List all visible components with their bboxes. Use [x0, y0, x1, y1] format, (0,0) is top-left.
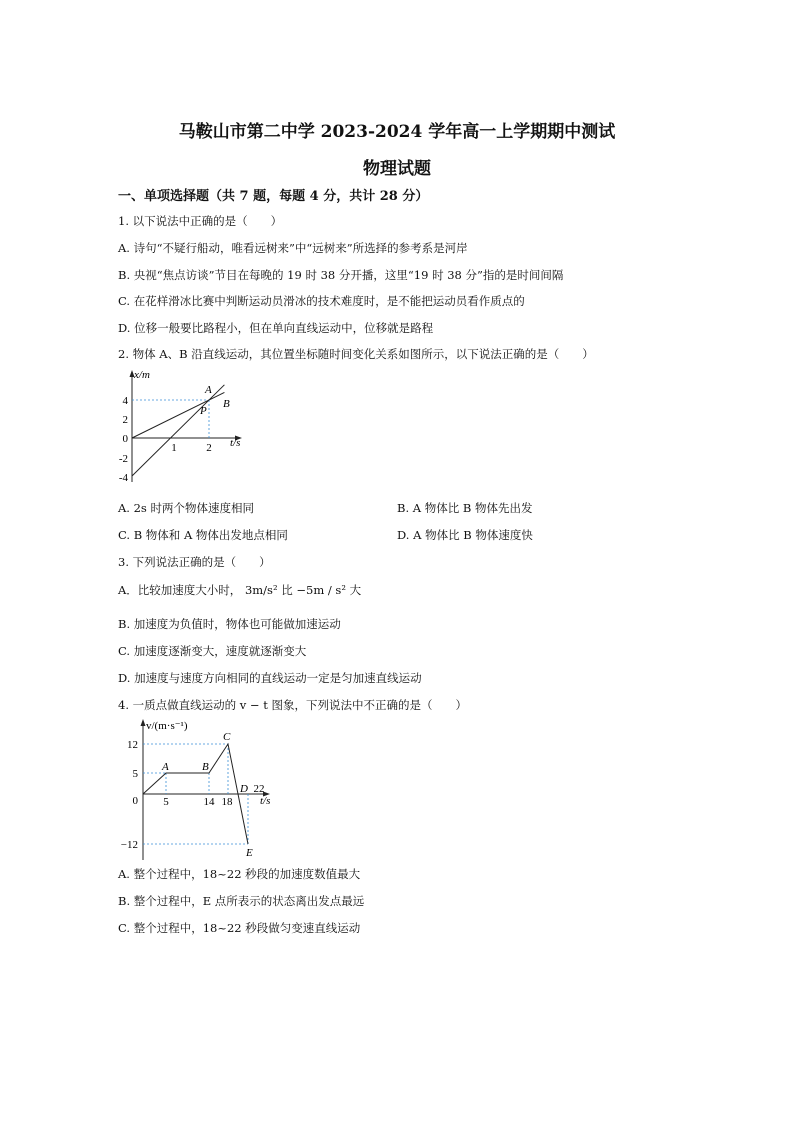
vt-x-label: t/s — [260, 795, 271, 807]
question-3-option-b: B. 加速度为负值时，物体也可能做加速运动 — [118, 617, 341, 631]
xt-y-tick-4: 4 — [122, 395, 128, 407]
xt-label-b: B — [223, 398, 230, 410]
question-4-option-a: A. 整个过程中，18~22 秒段的加速度数值最大 — [118, 867, 361, 881]
vt-x-tick-14: 14 — [203, 796, 215, 808]
question-4-option-b: B. 整个过程中，E 点所表示的状态离出发点最远 — [118, 894, 365, 908]
question-2-stem: 2. 物体 A、B 沿直线运动，其位置坐标随时间变化关系如图所示，以下说法正确的是（ ） — [118, 347, 594, 361]
vt-x-tick-18: 18 — [221, 796, 233, 808]
vt-label-e: E — [246, 847, 253, 859]
question-1-option-b: B. 央视“焦点访谈”节目在每晚的 19 时 38 分开播，这里“19 时 38 分”指的是时间间隔 — [118, 268, 564, 282]
vt-y-arrow — [141, 719, 146, 726]
xt-x-label: t/s — [230, 437, 241, 449]
vt-origin: 0 — [132, 795, 138, 807]
question-1-option-c: C. 在花样滑冰比赛中判断运动员滑冰的技术难度时，是不能把运动员看作质点的 — [118, 294, 525, 308]
vt-label-d: D — [240, 783, 248, 795]
question-4-stem: 4. 一质点做直线运动的 v − t 图象，下列说法中不正确的是（ ） — [118, 698, 468, 712]
question-2-option-a: A. 2s 时两个物体速度相同 — [118, 501, 254, 515]
xt-y-tick-0: 0 — [122, 433, 128, 445]
question-3-option-a: A．比较加速度大小时， 3m/s² 比 −5m / s² 大 — [118, 583, 362, 597]
xt-y-tick-neg4: -4 — [118, 472, 128, 484]
vt-x-tick-5: 5 — [163, 796, 169, 808]
question-1-option-d: D. 位移一般要比路程小，但在单向直线运动中，位移就是路程 — [118, 321, 434, 335]
question-4-option-c: C. 整个过程中，18~22 秒段做匀变速直线运动 — [118, 921, 361, 935]
xt-y-tick-2: 2 — [122, 414, 128, 426]
document-subtitle: 物理试题 — [363, 159, 431, 179]
xt-x-tick-2: 2 — [206, 442, 212, 454]
question-2-option-d: D. A 物体比 B 物体速度快 — [397, 528, 533, 542]
question-1-stem: 1. 以下说法中正确的是（ ） — [118, 214, 283, 228]
section-heading: 一、单项选择题（共 7 题，每题 4 分，共计 28 分） — [118, 189, 429, 204]
xt-label-p: P — [200, 405, 207, 417]
xt-y-tick-neg2: -2 — [118, 453, 128, 465]
question-2-option-c: C. B 物体和 A 物体出发地点相同 — [118, 528, 288, 542]
xt-x-tick-1: 1 — [171, 442, 177, 454]
vt-y-tick-neg12: −12 — [120, 839, 138, 851]
question-3-option-c: C. 加速度逐渐变大，速度就逐渐变大 — [118, 644, 307, 658]
vt-y-tick-5: 5 — [132, 768, 138, 780]
question-3-stem: 3. 下列说法正确的是（ ） — [118, 555, 271, 569]
vt-label-b: B — [202, 761, 209, 773]
xt-graph — [112, 366, 262, 491]
vt-graph — [118, 714, 293, 864]
document-title: 马鞍山市第二中学 2023-2024 学年高一上学期期中测试 — [178, 122, 616, 142]
vt-y-tick-12: 12 — [127, 739, 138, 751]
question-1-option-a: A. 诗句“不疑行船动，唯看远树来”中“远树来”所选择的参考系是河岸 — [118, 241, 468, 255]
vt-y-label: v/(m·s⁻¹) — [146, 720, 188, 732]
vt-label-c: C — [223, 731, 231, 743]
xt-y-label: x/m — [134, 369, 150, 381]
xt-label-a: A — [205, 384, 212, 396]
xt-line-b — [132, 392, 224, 438]
vt-x-tick-22: 22 — [253, 783, 265, 795]
question-3-option-d: D. 加速度与速度方向相同的直线运动一定是匀加速直线运动 — [118, 671, 422, 685]
vt-label-a: A — [162, 761, 169, 773]
question-2-option-b: B. A 物体比 B 物体先出发 — [397, 501, 533, 515]
xt-line-a — [132, 385, 224, 476]
